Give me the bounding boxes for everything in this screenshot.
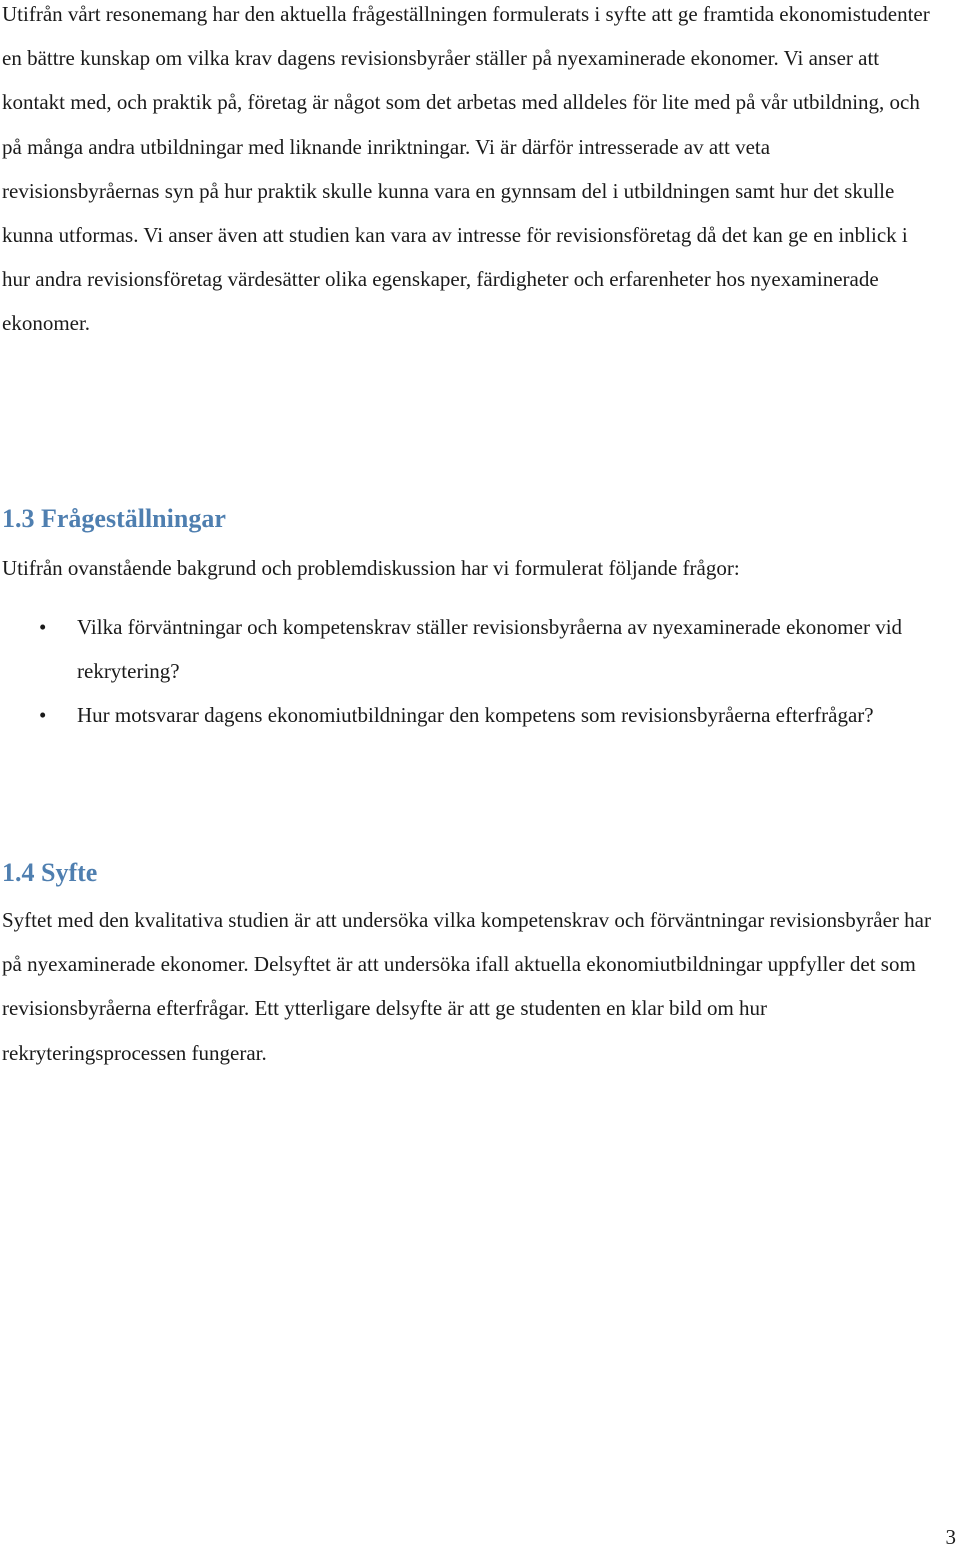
bullet-icon: • [39,615,47,639]
section-heading-fragestallningar: 1.3 Frågeställningar [2,504,226,533]
page-number: 3 [945,1525,956,1549]
questions-lead-paragraph: Utifrån ovanstående bakgrund och problemdiskussion har vi formulerat följande frågor: [2,556,740,580]
list-item [2,693,937,737]
syfte-paragraph: Syftet med den kvalitativa studien är att undersöka vilka kompetenskrav och förväntningar revisionsbyråer har på nyexaminerade ekonomer. Delsyftet är att undersöka ifall aktuella ekonomiutbildningar uppfyller det som revisionsbyråerna efterfrågar. Ett ytterligare delsyfte är att ge studenten en klar bild om hur rekryteringsprocessen fungerar. [2,908,931,1065]
list-item [2,605,937,693]
question-text: Hur motsvarar dagens ekonomiutbildningar den kompetens som revisionsbyråerna efterfrågar? [77,703,874,728]
bullet-icon: • [39,703,47,728]
question-text: Vilka förväntningar och kompetenskrav ställer revisionsbyråerna av nyexaminerade ekonomer vid rekrytering? [77,615,903,684]
section-heading-syfte: 1.4 Syfte [2,858,98,887]
question-list [2,605,950,738]
intro-paragraph: Utifrån vårt resonemang har den aktuella frågeställningen formulerats i syfte att ge framtida ekonomistudenter en bättre kunskap om vilka krav dagens revisionsbyråer ställer på nyexaminerade ekonomer. Vi anser att kontakt med, och praktik på, företag är något som det arbetas med alldeles för lite med på vår utbildning, och på många andra utbildningar med liknande inriktningar. Vi är därför intresserade av att veta revisionsbyråernas syn på hur praktik skulle kunna vara en gynnsam del i utbildningen samt hur det skulle kunna utformas. Vi anser även att studien kan vara av intresse för revisionsföretag då det kan ge en inblick i hur andra revisionsföretag värdesätter olika egenskaper, färdigheter och erfarenheter hos nyexaminerade ekonomer. [2,2,930,336]
